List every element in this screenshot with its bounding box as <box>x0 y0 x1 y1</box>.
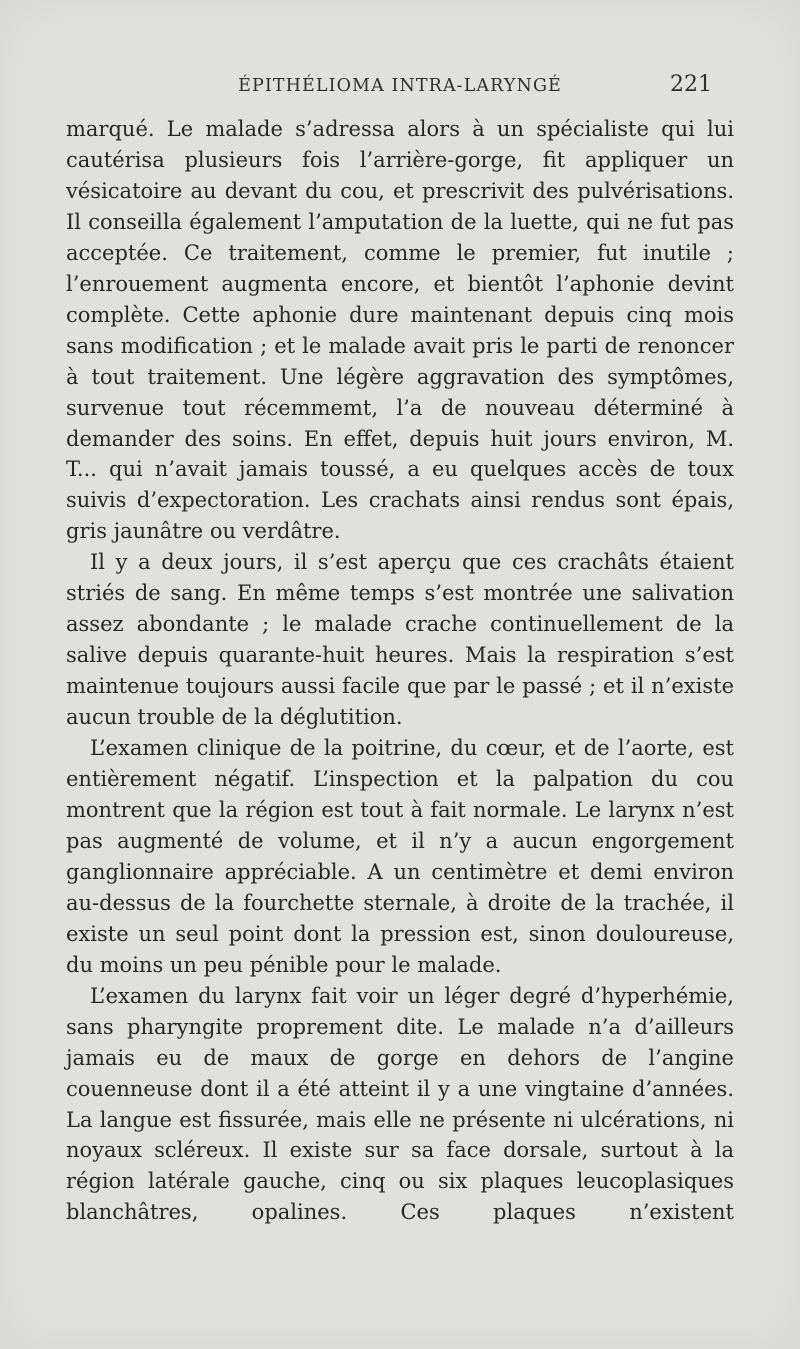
paragraph: L’examen clinique de la poitrine, du cœur, et de l’aorte, est entièrement négatif. L’inspection et la palpation du cou montrent que la région est tout à fait normale. Le larynx n’est pas augmenté de volume, et il n’y a aucun engorgement ganglionnaire appréciable. A un centimètre et demi environ au-dessus de la fourchette sternale, à droite de la trachée, il existe un seul point dont la pression est, sinon douloureuse, du moins un peu pénible pour le malade. <box>66 736 734 977</box>
paragraph: Il y a deux jours, il s’est aperçu que ces crachâts étaient striés de sang. En même temps s’est montrée une salivation assez abondante ; le malade crache continuellement de la salive depuis quarante-huit heures. Mais la respiration s’est maintenue toujours aussi facile que par le passé ; et il n’existe aucun trouble de la déglutition. <box>66 550 734 730</box>
page-number: 221 <box>670 72 712 97</box>
paragraph: L’examen du larynx fait voir un léger degré d’hyperhémie, sans pharyngite proprement dite. Le malade n’a d’ailleurs jamais eu de maux de gorge en dehors de l’angine couenneuse dont il a été atteint il y a une vingtaine d’années. La langue est fissurée, mais elle ne présente ni ulcérations, ni noyaux scléreux. Il existe sur sa face dorsale, surtout à la région latérale gauche, cinq ou six plaques leucoplasiques blanchâtres, opalines. Ces plaques n’existent <box>66 983 734 1225</box>
running-title: ÉPITHÉLIOMA INTRA-LARYNGÉ <box>238 76 562 96</box>
paragraph: marqué. Le malade s’adressa alors à un spécialiste qui lui cautérisa plusieurs fois l’arrière-gorge, fit appliquer un vésicatoire au devant du cou, et prescrivit des pulvérisations. Il conseilla également l’amputation de la luette, qui ne fut pas acceptée. Ce traitement, comme le premier, fut inutile ; l’enrouement augmenta encore, et bientôt l’aphonie devint complète. Cette aphonie dure maintenant depuis cinq mois sans modification ; et le malade avait pris le parti de renoncer à tout traitement. Une légère aggravation des symptômes, survenue tout récemmemt, l’a de nouveau déterminé à demander des soins. En effet, depuis huit jours environ, M. T... qui n’avait jamais toussé, a eu quelques accès de toux suivis d’expectoration. Les crachats ainsi rendus sont épais, gris jaunâtre ou verdâtre. <box>66 117 734 544</box>
body-text <box>66 114 734 1228</box>
running-head <box>0 74 800 102</box>
